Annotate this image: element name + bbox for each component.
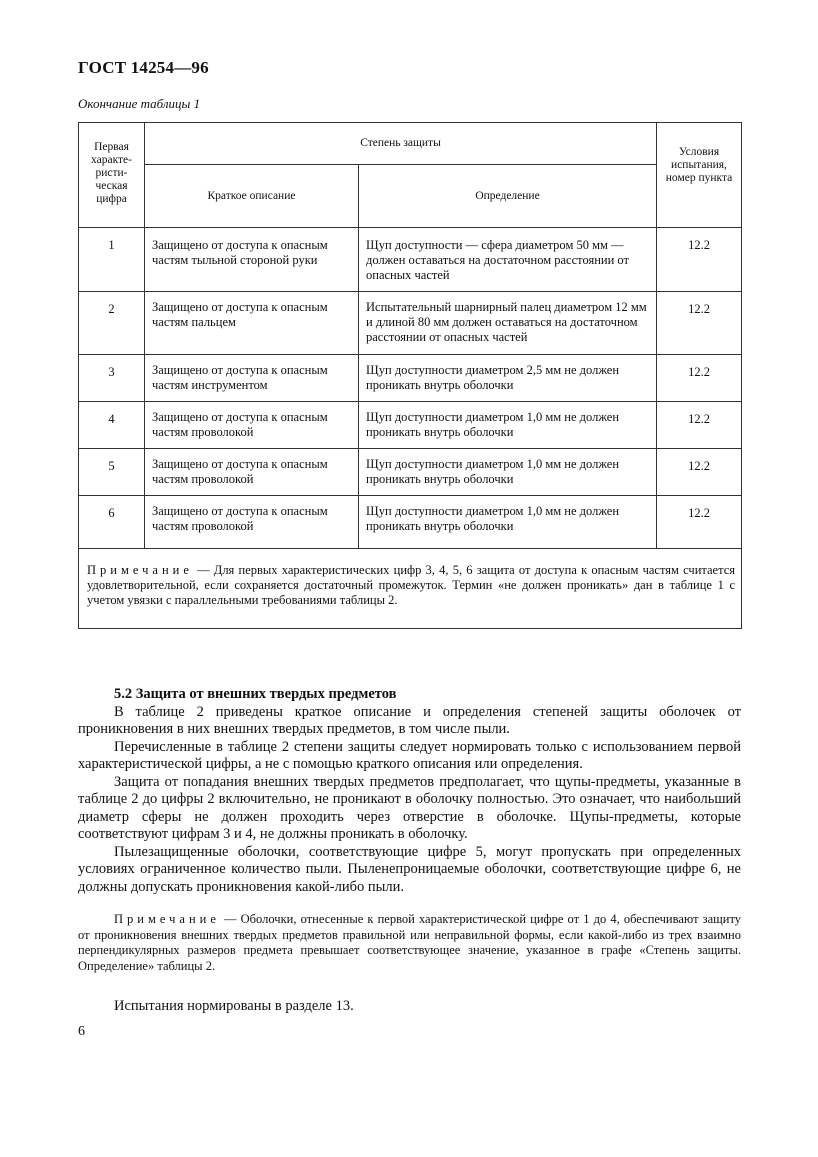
cell-digit: 2 [79, 292, 145, 355]
cell-clause: 12.2 [657, 292, 742, 355]
table-row [79, 228, 742, 292]
section-5-2 [78, 686, 741, 896]
cell-definition: Щуп доступности диаметром 1,0 мм не должен проникать внутрь оболочки [359, 496, 657, 549]
cell-definition: Щуп доступности диаметром 1,0 мм не должен проникать внутрь оболочки [359, 402, 657, 449]
table-note-text: — Для первых характеристических цифр 3, 4, 5, 6 защита от доступа к опасным частям считается удовлетворительной, если сохраняется достаточный промежуток. Термин «не должен проникать» дан в таблице 1 с учетом увязки с параллельными требованиями таблицы 2. [87, 563, 736, 607]
table-caption: Окончание таблицы 1 [78, 96, 201, 111]
document-title: ГОСТ 14254—96 [78, 58, 209, 77]
table-row [79, 402, 742, 449]
table-row [79, 355, 742, 402]
protection-table [78, 122, 742, 629]
section-paragraph: Пылезащищенные оболочки, соответствующие цифре 5, могут пропускать при определенных условиях ограниченное количество пыли. Пыленепроницаемые оболочки, соответствующие цифре 6, не должны допускать проникновения какой-либо пыли. [78, 843, 741, 895]
cell-definition: Щуп доступности — сфера диаметром 50 мм — должен оставаться на достаточном расстоянии от опасных частей [359, 228, 657, 292]
table-row [79, 449, 742, 496]
cell-brief: Защищено от доступа к опасным частям инструментом [145, 355, 359, 402]
table-note-row [79, 549, 742, 629]
table-note [79, 549, 742, 629]
header-first-digit: Первая характе-ристи-ческая цифра [79, 123, 145, 228]
cell-clause: 12.2 [657, 402, 742, 449]
section-paragraph: Защита от попадания внешних твердых предметов предполагает, что щупы-предметы, указанные в таблице 2 до цифры 2 включительно, не проникают в оболочку полностью. Это означает, что наибольший диаметр сферы не должен проходить через отверстие в оболочке. Щупы-предметы, которые соответствуют цифрам 3 и 4, не должны проникать в оболочку. [78, 773, 741, 842]
cell-digit: 3 [79, 355, 145, 402]
cell-digit: 6 [79, 496, 145, 549]
cell-digit: 4 [79, 402, 145, 449]
tests-reference: Испытания нормированы в разделе 13. [114, 998, 354, 1014]
cell-definition: Щуп доступности диаметром 2,5 мм не должен проникать внутрь оболочки [359, 355, 657, 402]
table-row [79, 496, 742, 549]
cell-brief: Защищено от доступа к опасным частям пальцем [145, 292, 359, 355]
cell-digit: 1 [79, 228, 145, 292]
section-note-label: Примечание [114, 912, 220, 926]
cell-brief: Защищено от доступа к опасным частям тыльной стороной руки [145, 228, 359, 292]
cell-definition: Испытательный шарнирный палец диаметром 12 мм и длиной 80 мм должен оставаться на достаточном расстоянии от опасных частей [359, 292, 657, 355]
cell-clause: 12.2 [657, 355, 742, 402]
cell-brief: Защищено от доступа к опасным частям проволокой [145, 402, 359, 449]
section-note-text: — Оболочки, отнесенные к первой характеристической цифре от 1 до 4, обеспечивают защиту от проникновения внешних твердых предметов правильной или неправильной формы, если какой-либо из трех взаимно перпендикулярных размеров предмета превышает соответствующее значение, указанное в графе «Степень защиты. Определение» таблицы 2. [78, 912, 742, 973]
section-heading: 5.2 Защита от внешних твердых предметов [114, 686, 397, 702]
cell-definition: Щуп доступности диаметром 1,0 мм не должен проникать внутрь оболочки [359, 449, 657, 496]
cell-clause: 12.2 [657, 496, 742, 549]
table-row [79, 292, 742, 355]
table-note-label: Примечание [87, 563, 193, 577]
cell-digit: 5 [79, 449, 145, 496]
header-brief: Краткое описание [145, 165, 359, 228]
cell-brief: Защищено от доступа к опасным частям проволокой [145, 449, 359, 496]
table-header-row [79, 123, 742, 165]
section-paragraph: Перечисленные в таблице 2 степени защиты следует нормировать только с использованием первой характеристической цифры, а не с помощью краткого описания или определения. [78, 738, 741, 772]
header-protection: Степень защиты [145, 123, 657, 165]
header-definition: Определение [359, 165, 657, 228]
section-note [78, 912, 741, 974]
page-number: 6 [78, 1024, 85, 1039]
header-conditions: Условия испытания, номер пункта [657, 123, 742, 228]
section-paragraph: В таблице 2 приведены краткое описание и определения степеней защиты оболочек от проникновения в них внешних твердых предметов, в том числе пыли. [78, 703, 741, 737]
cell-clause: 12.2 [657, 228, 742, 292]
cell-brief: Защищено от доступа к опасным частям проволокой [145, 496, 359, 549]
table-subheader-row [79, 165, 742, 228]
cell-clause: 12.2 [657, 449, 742, 496]
